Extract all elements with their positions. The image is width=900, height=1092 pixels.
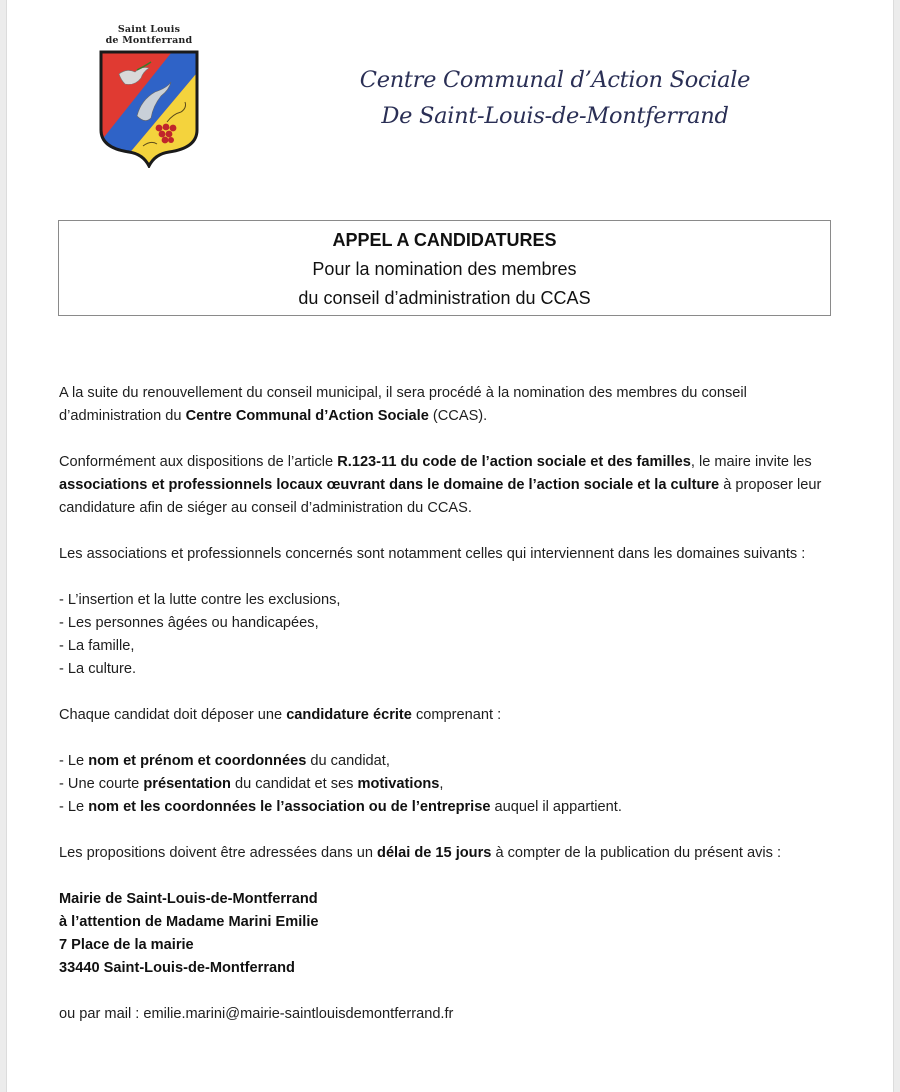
paragraph-deadline: Les propositions doivent être adressées dans un délai de 15 jours à compter de la publication du présent avis : (59, 845, 782, 861)
coat-of-arms-logo (96, 24, 202, 170)
announcement-subheading-2: du conseil d’administration du CCAS (298, 288, 591, 308)
domains-list (59, 589, 839, 681)
paragraph-legal-basis: Conformément aux dispositions de l’article R.123-11 du code de l’action sociale et des familles, le maire invite les associations et professionnels locaux œuvrant dans le domaine de l’action sociale et la culture à proposer leur candidature afin de siéger au conseil d’administration du CCAS. (59, 454, 822, 516)
paragraph-intro: A la suite du renouvellement du conseil municipal, il sera procédé à la nomination des membres du conseil d’administration du Centre Communal d’Action Sociale (CCAS). (59, 385, 747, 424)
announcement-heading: APPEL A CANDIDATURES (332, 230, 557, 250)
requirements-list (59, 750, 839, 819)
paragraph-domains-intro: Les associations et professionnels concernés sont notamment celles qui interviennent dans les domaines suivants : (59, 546, 806, 562)
list-item: - Une courte présentation du candidat et ses motivations, (59, 776, 444, 792)
coat-of-arms-icon (97, 48, 201, 168)
address-line: 33440 Saint-Louis-de-Montferrand (59, 960, 295, 976)
logo-caption: Saint Louis de Montferrand (105, 24, 193, 46)
page-edge-left (0, 0, 7, 1092)
email-contact: ou par mail : emilie.marini@mairie-saintlouisdemontferrand.fr (59, 1006, 454, 1022)
announcement-subheading-1: Pour la nomination des membres (312, 259, 577, 279)
list-item: - La famille, (59, 638, 135, 654)
list-item: - La culture. (59, 661, 137, 677)
address-line: 7 Place de la mairie (59, 937, 194, 953)
email-link[interactable]: emilie.marini@mairie-saintlouisdemontferrand.fr (143, 1006, 454, 1022)
list-item: - Le nom et les coordonnées le l’association ou de l’entreprise auquel il appartient. (59, 799, 622, 815)
address-line: Mairie de Saint-Louis-de-Montferrand (59, 891, 318, 907)
address-line: à l’attention de Madame Marini Emilie (59, 914, 319, 930)
organization-title (340, 62, 770, 134)
page-edge-right (893, 0, 900, 1092)
list-item: - Le nom et prénom et coordonnées du candidat, (59, 753, 390, 769)
org-title-line1: Centre Communal d’Action Sociale (359, 67, 751, 93)
document-body (59, 382, 839, 1026)
list-item: - Les personnes âgées ou handicapées, (59, 615, 319, 631)
org-title-line2: De Saint-Louis-de-Montferrand (381, 103, 729, 129)
announcement-title-box (58, 220, 831, 316)
paragraph-application-requirements: Chaque candidat doit déposer une candidature écrite comprenant : (59, 707, 502, 723)
list-item: - L’insertion et la lutte contre les exclusions, (59, 592, 341, 608)
mailing-address (59, 888, 839, 980)
